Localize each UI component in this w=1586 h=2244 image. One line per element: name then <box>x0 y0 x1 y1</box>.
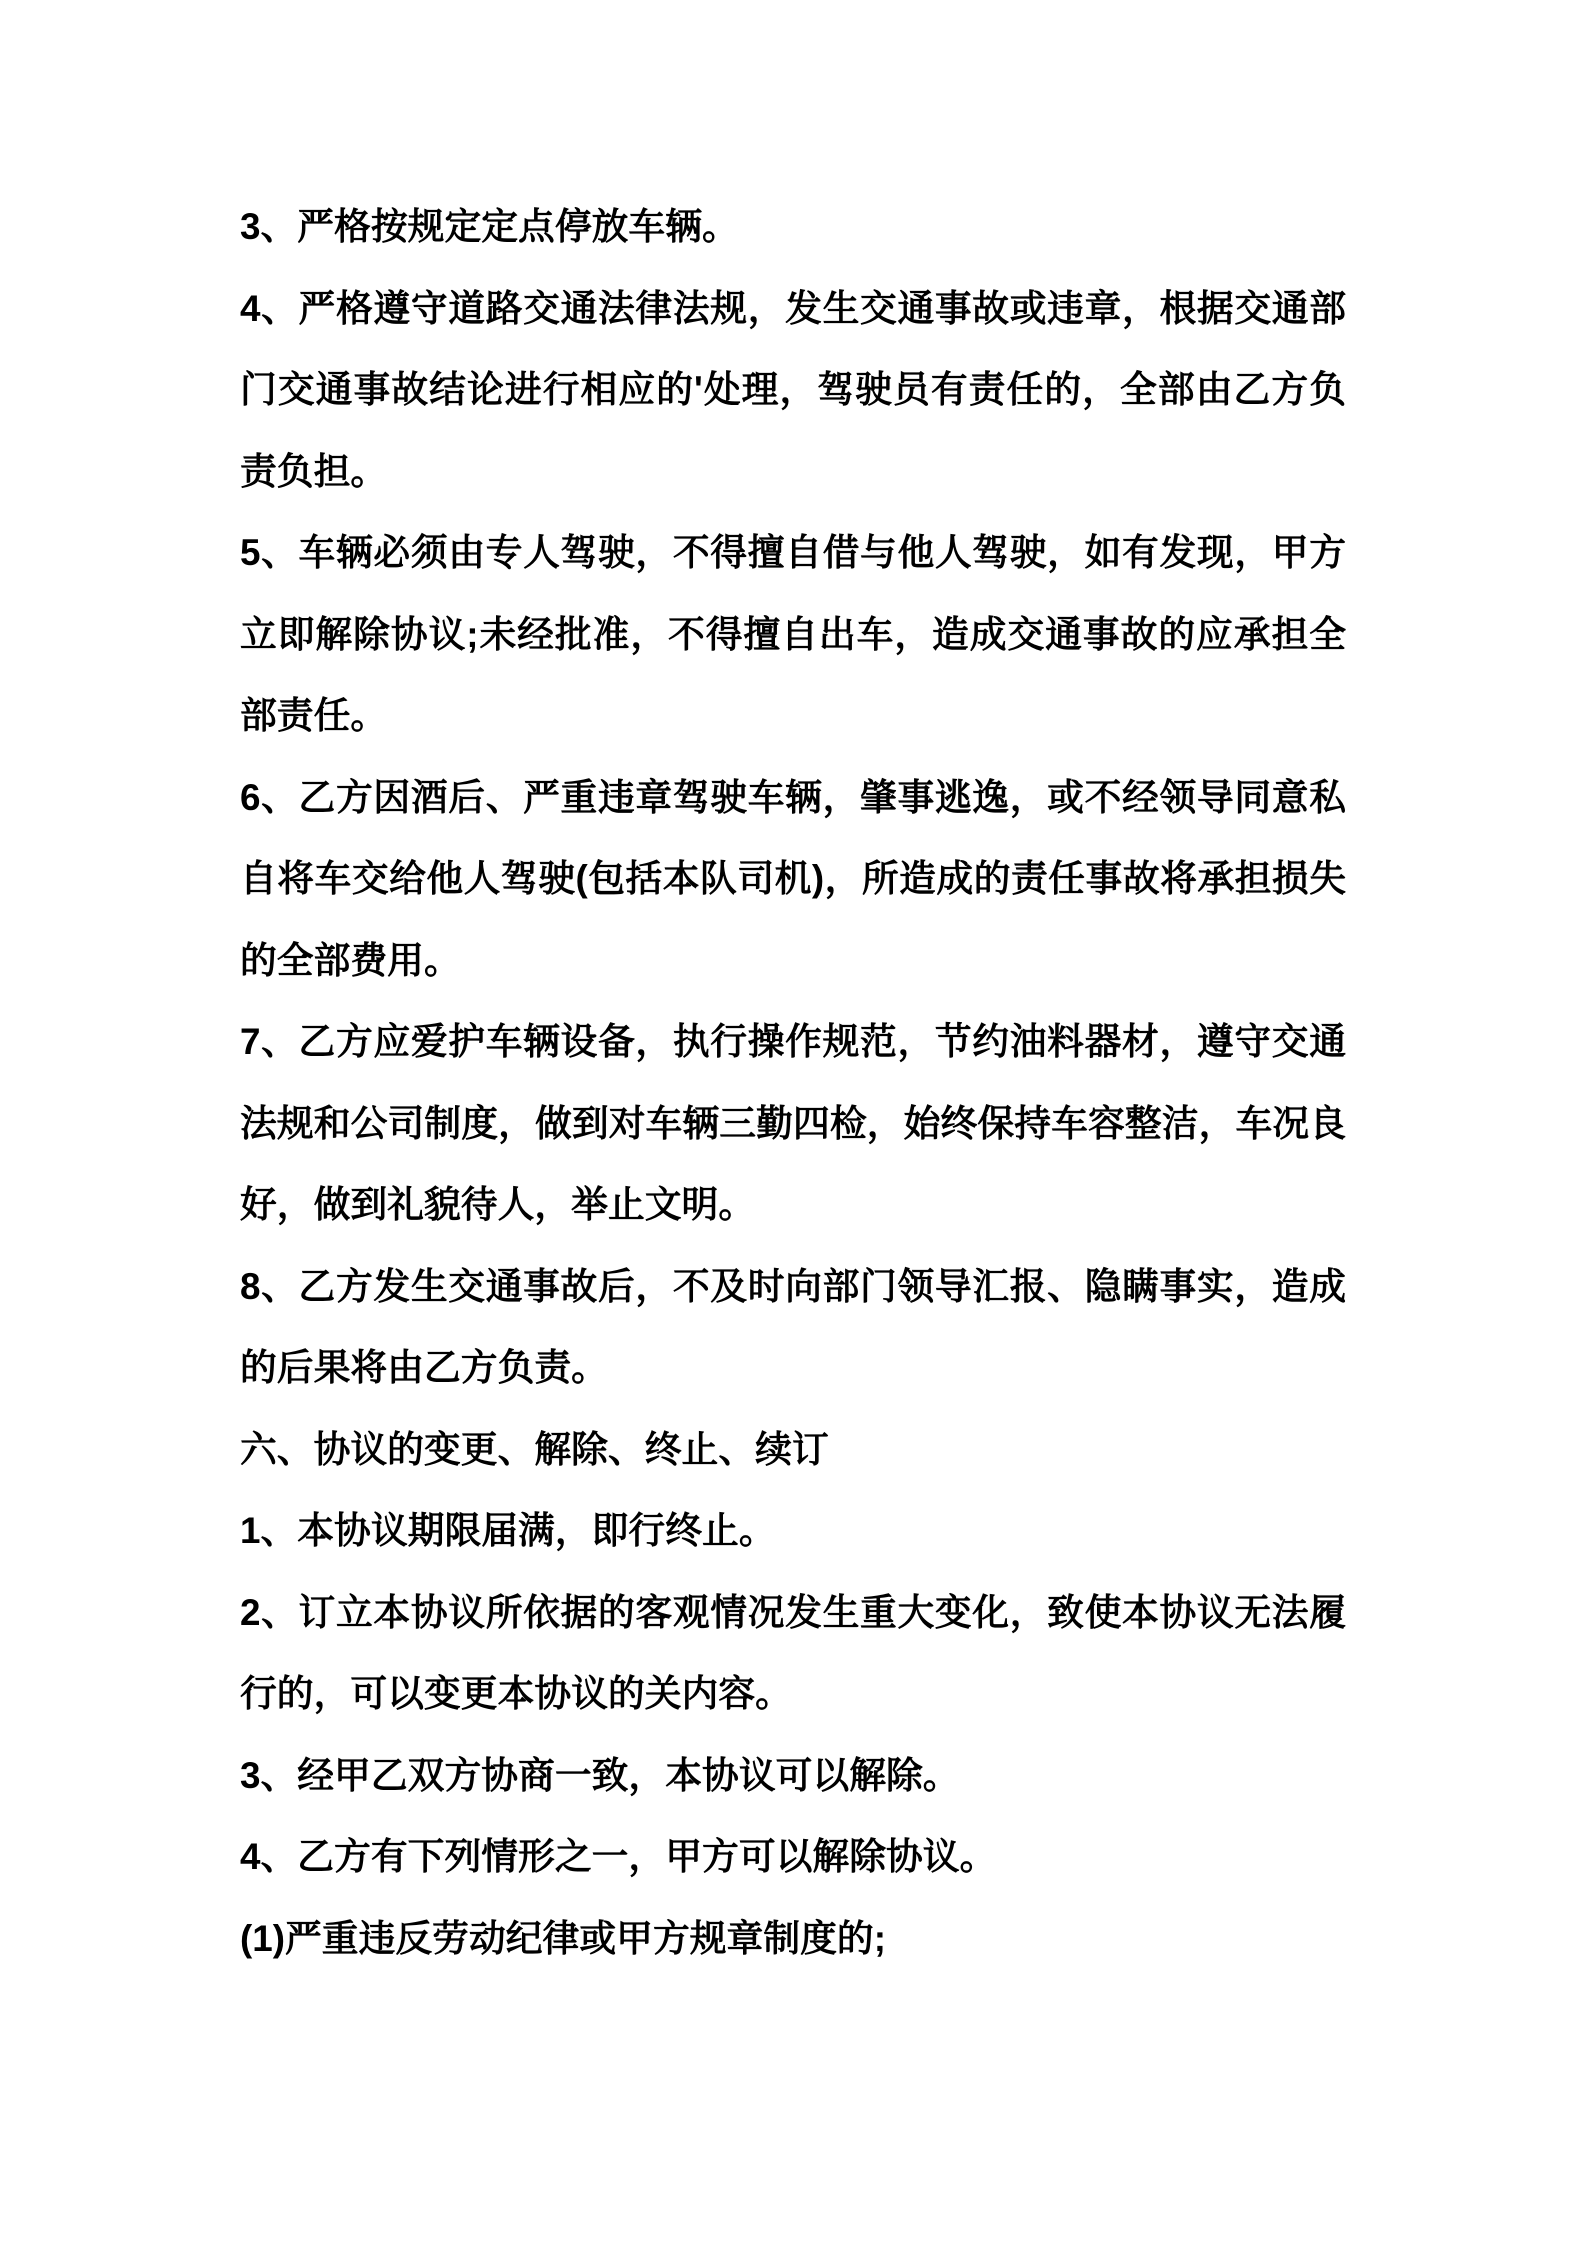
paragraph-clause-8: 8、乙方发生交通事故后，不及时向部门领导汇报、隐瞒事实，造成的后果将由乙方负责。 <box>240 1265 1346 1388</box>
paragraph-term-1: 1、本协议期限届满，即行终止。 <box>240 1510 776 1551</box>
paragraph-clause-7: 7、乙方应爱护车辆设备，执行操作规范，节约油料器材，遵守交通法规和公司制度，做到对车辆三勤四检，始终保持车容整洁，车况良好，做到礼貌待人，举止文明。 <box>240 1021 1346 1225</box>
paragraph-clause-5: 5、车辆必须由专人驾驶，不得擅自借与他人驾驶，如有发现，甲方立即解除协议;未经批准，不得擅自出车，造成交通事故的应承担全部责任。 <box>240 532 1346 736</box>
paragraph-term-3: 3、经甲乙双方协商一致，本协议可以解除。 <box>240 1754 960 1796</box>
paragraph-clause-3: 3、严格按规定定点停放车辆。 <box>240 206 739 247</box>
paragraph-term-4: 4、乙方有下列情形之一，甲方可以解除协议。 <box>240 1836 997 1877</box>
paragraph-subitem-1: (1)严重违反劳动纪律或甲方规章制度的; <box>240 1917 886 1959</box>
paragraph-clause-4: 4、严格遵守道路交通法律法规，发生交通事故或违章，根据交通部门交通事故结论进行相应的'处理，驾驶员有责任的，全部由乙方负责负担。 <box>240 287 1346 492</box>
document-body <box>240 186 1346 1979</box>
paragraph-clause-6: 6、乙方因酒后、严重违章驾驶车辆，肇事逃逸，或不经领导同意私自将车交给他人驾驶(包括本队司机)，所造成的责任事故将承担损失的全部费用。 <box>240 776 1346 981</box>
paragraph-term-2: 2、订立本协议所依据的客观情况发生重大变化，致使本协议无法履行的，可以变更本协议的关内容。 <box>240 1591 1346 1714</box>
section-heading-six: 六、协议的变更、解除、终止、续订 <box>240 1428 829 1470</box>
